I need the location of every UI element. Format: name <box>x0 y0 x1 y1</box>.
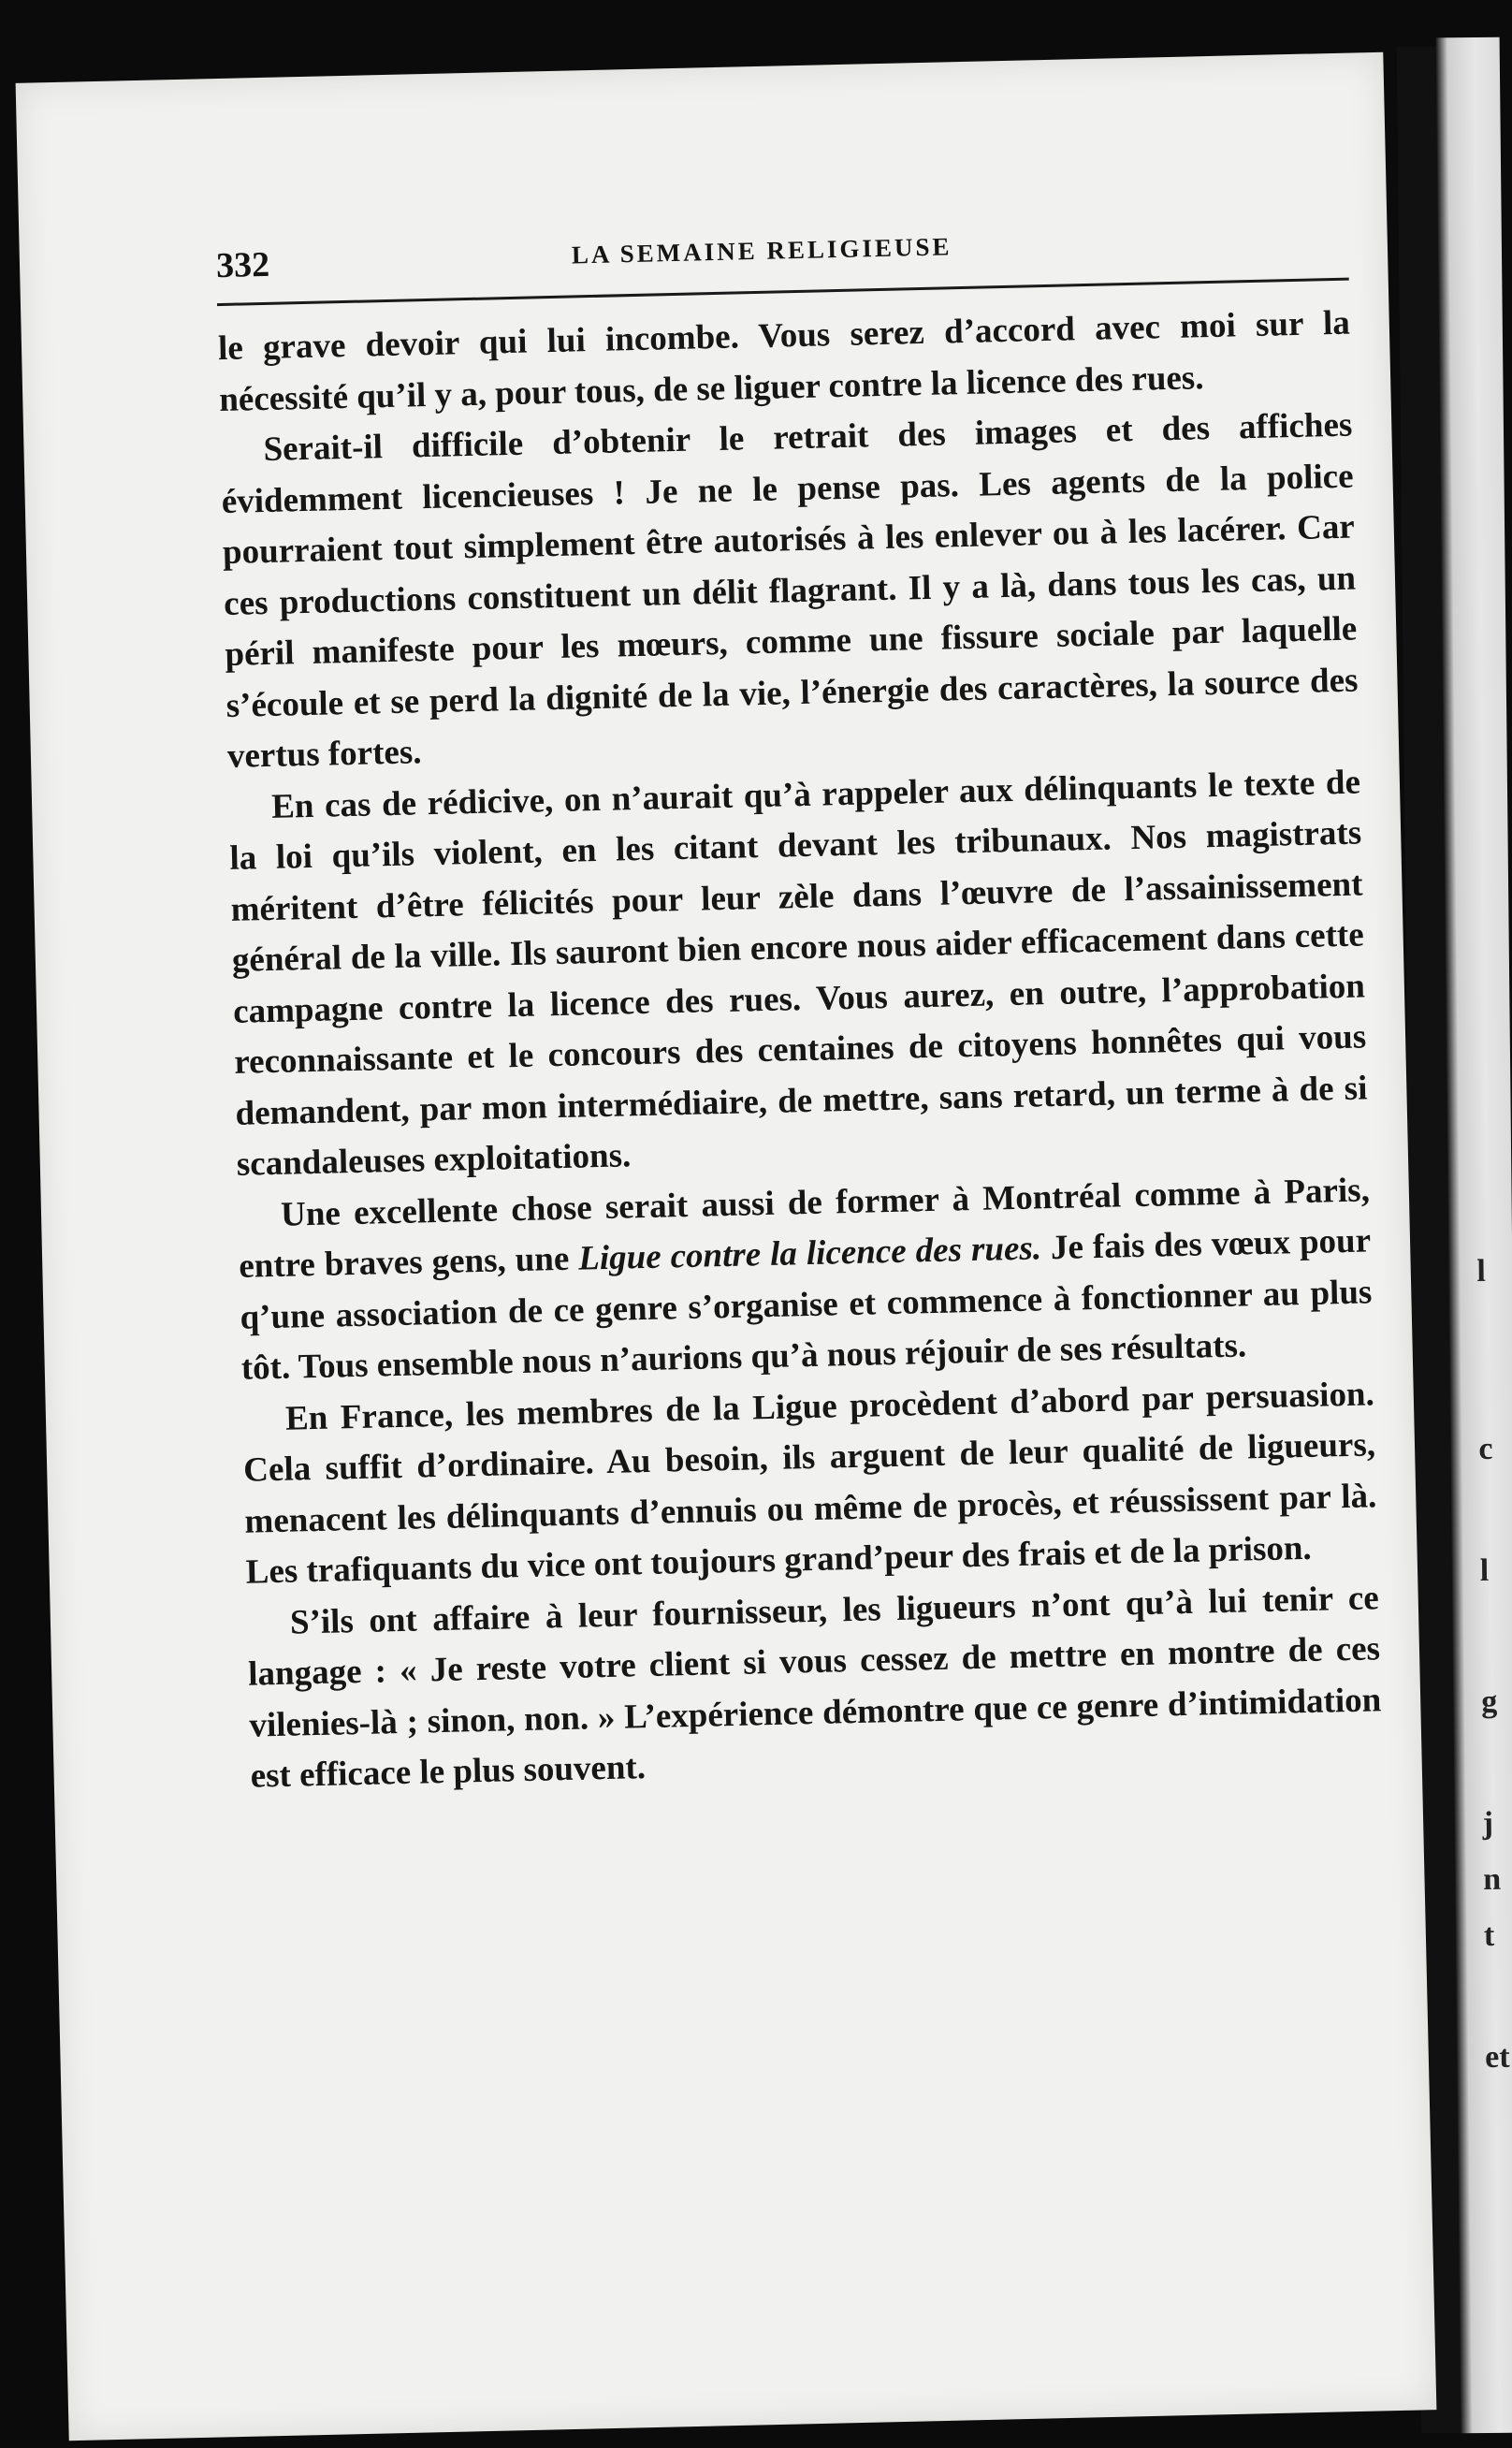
paragraph-4-start: Une excellente chose serait aussi de former à Montréal comme à Paris, entre braves gens, une <box>238 1170 1371 1286</box>
paragraph-4-end: Je fais des vœux pour q’une association de ce genre s’organise et commence à fonctionner au plus tôt. Tous ensemble nous n’aurions qu’à nous réjouir de ses résultats. <box>240 1221 1373 1388</box>
adjacent-fragment: j <box>1482 1805 1494 1842</box>
league-name-italic: Ligue contre la licence des rues. <box>577 1229 1042 1278</box>
page-body <box>217 299 1383 1803</box>
adjacent-fragment: c <box>1478 1431 1493 1467</box>
paragraph-1: le grave devoir qui lui incombe. Vous serez d’accord avec moi sur la nécessité qu’il y a, pour tous, de se liguer contre la licence des rues. <box>217 303 1351 419</box>
page-header <box>216 220 1349 286</box>
paragraph-5: En France, les membres de la Ligue procèdent d’abord par persuasion. Cela suffit d’ordinaire. Au besoin, ils arguent de leur qualité de ligueurs, menacent les délinquants d’ennuis ou même de procès, et réussissent par là. Les trafiquants du vice ont toujours grand’peur des frais et de la prison. <box>242 1374 1377 1592</box>
paragraph-4 <box>238 1165 1374 1394</box>
paragraph-6: S’ils ont affaire à leur fournisseur, les ligueurs n’ont qu’à lui tenir ce langage : « Je reste votre client si vous cessez de mettre en montre de ces vilenies-là ; sinon, non. » L’expérience démontre que ce genre d’intimidation est efficace le plus souvent. <box>247 1578 1382 1796</box>
adjacent-fragment: t <box>1483 1917 1495 1953</box>
adjacent-fragment: l <box>1476 1253 1487 1290</box>
book-page <box>16 52 1437 2441</box>
running-title: LA SEMAINE RELIGIEUSE <box>571 232 952 270</box>
adjacent-fragment: et <box>1485 2039 1510 2075</box>
paragraph-3: En cas de rédicive, on n’aurait qu’à rappeler aux délinquants le texte de la loi qu’ils violent, en les citant devant les tribunaux. Nos magistrats méritent d’être félicités pour leur zèle dans l’œuvre de l’assainissement général de la ville. Ils sauront bien encore nous aider efficacement dans cette campagne contre la licence des rues. Vous aurez, en outre, l’approbation reconnaissante et le concours des centaines de citoyens honnêtes qui vous demandent, par mon intermédiaire, de mettre, sans retard, un terme à de si scandaleuses exploitations. <box>228 762 1368 1184</box>
adjacent-fragment: n <box>1483 1861 1502 1898</box>
adjacent-fragment: l <box>1479 1552 1490 1589</box>
adjacent-fragment: g <box>1481 1683 1498 1720</box>
paragraph-2: Serait-il difficile d’obtenir le retrait des images et des affiches évidemment licencieuses ! Je ne le pense pas. Les agents de la police pourraient tout simplement être autorisés à les enlever ou à les lacérer. Car ces productions constituent un délit flagrant. Il y a là, dans tous les cas, un péril manifeste pour les mœurs, comme une fissure sociale par laquelle s’écoule et se perd la dignité de la vie, l’énergie des caractères, la source des vertus fortes. <box>221 405 1359 776</box>
page-number: 332 <box>215 244 270 286</box>
